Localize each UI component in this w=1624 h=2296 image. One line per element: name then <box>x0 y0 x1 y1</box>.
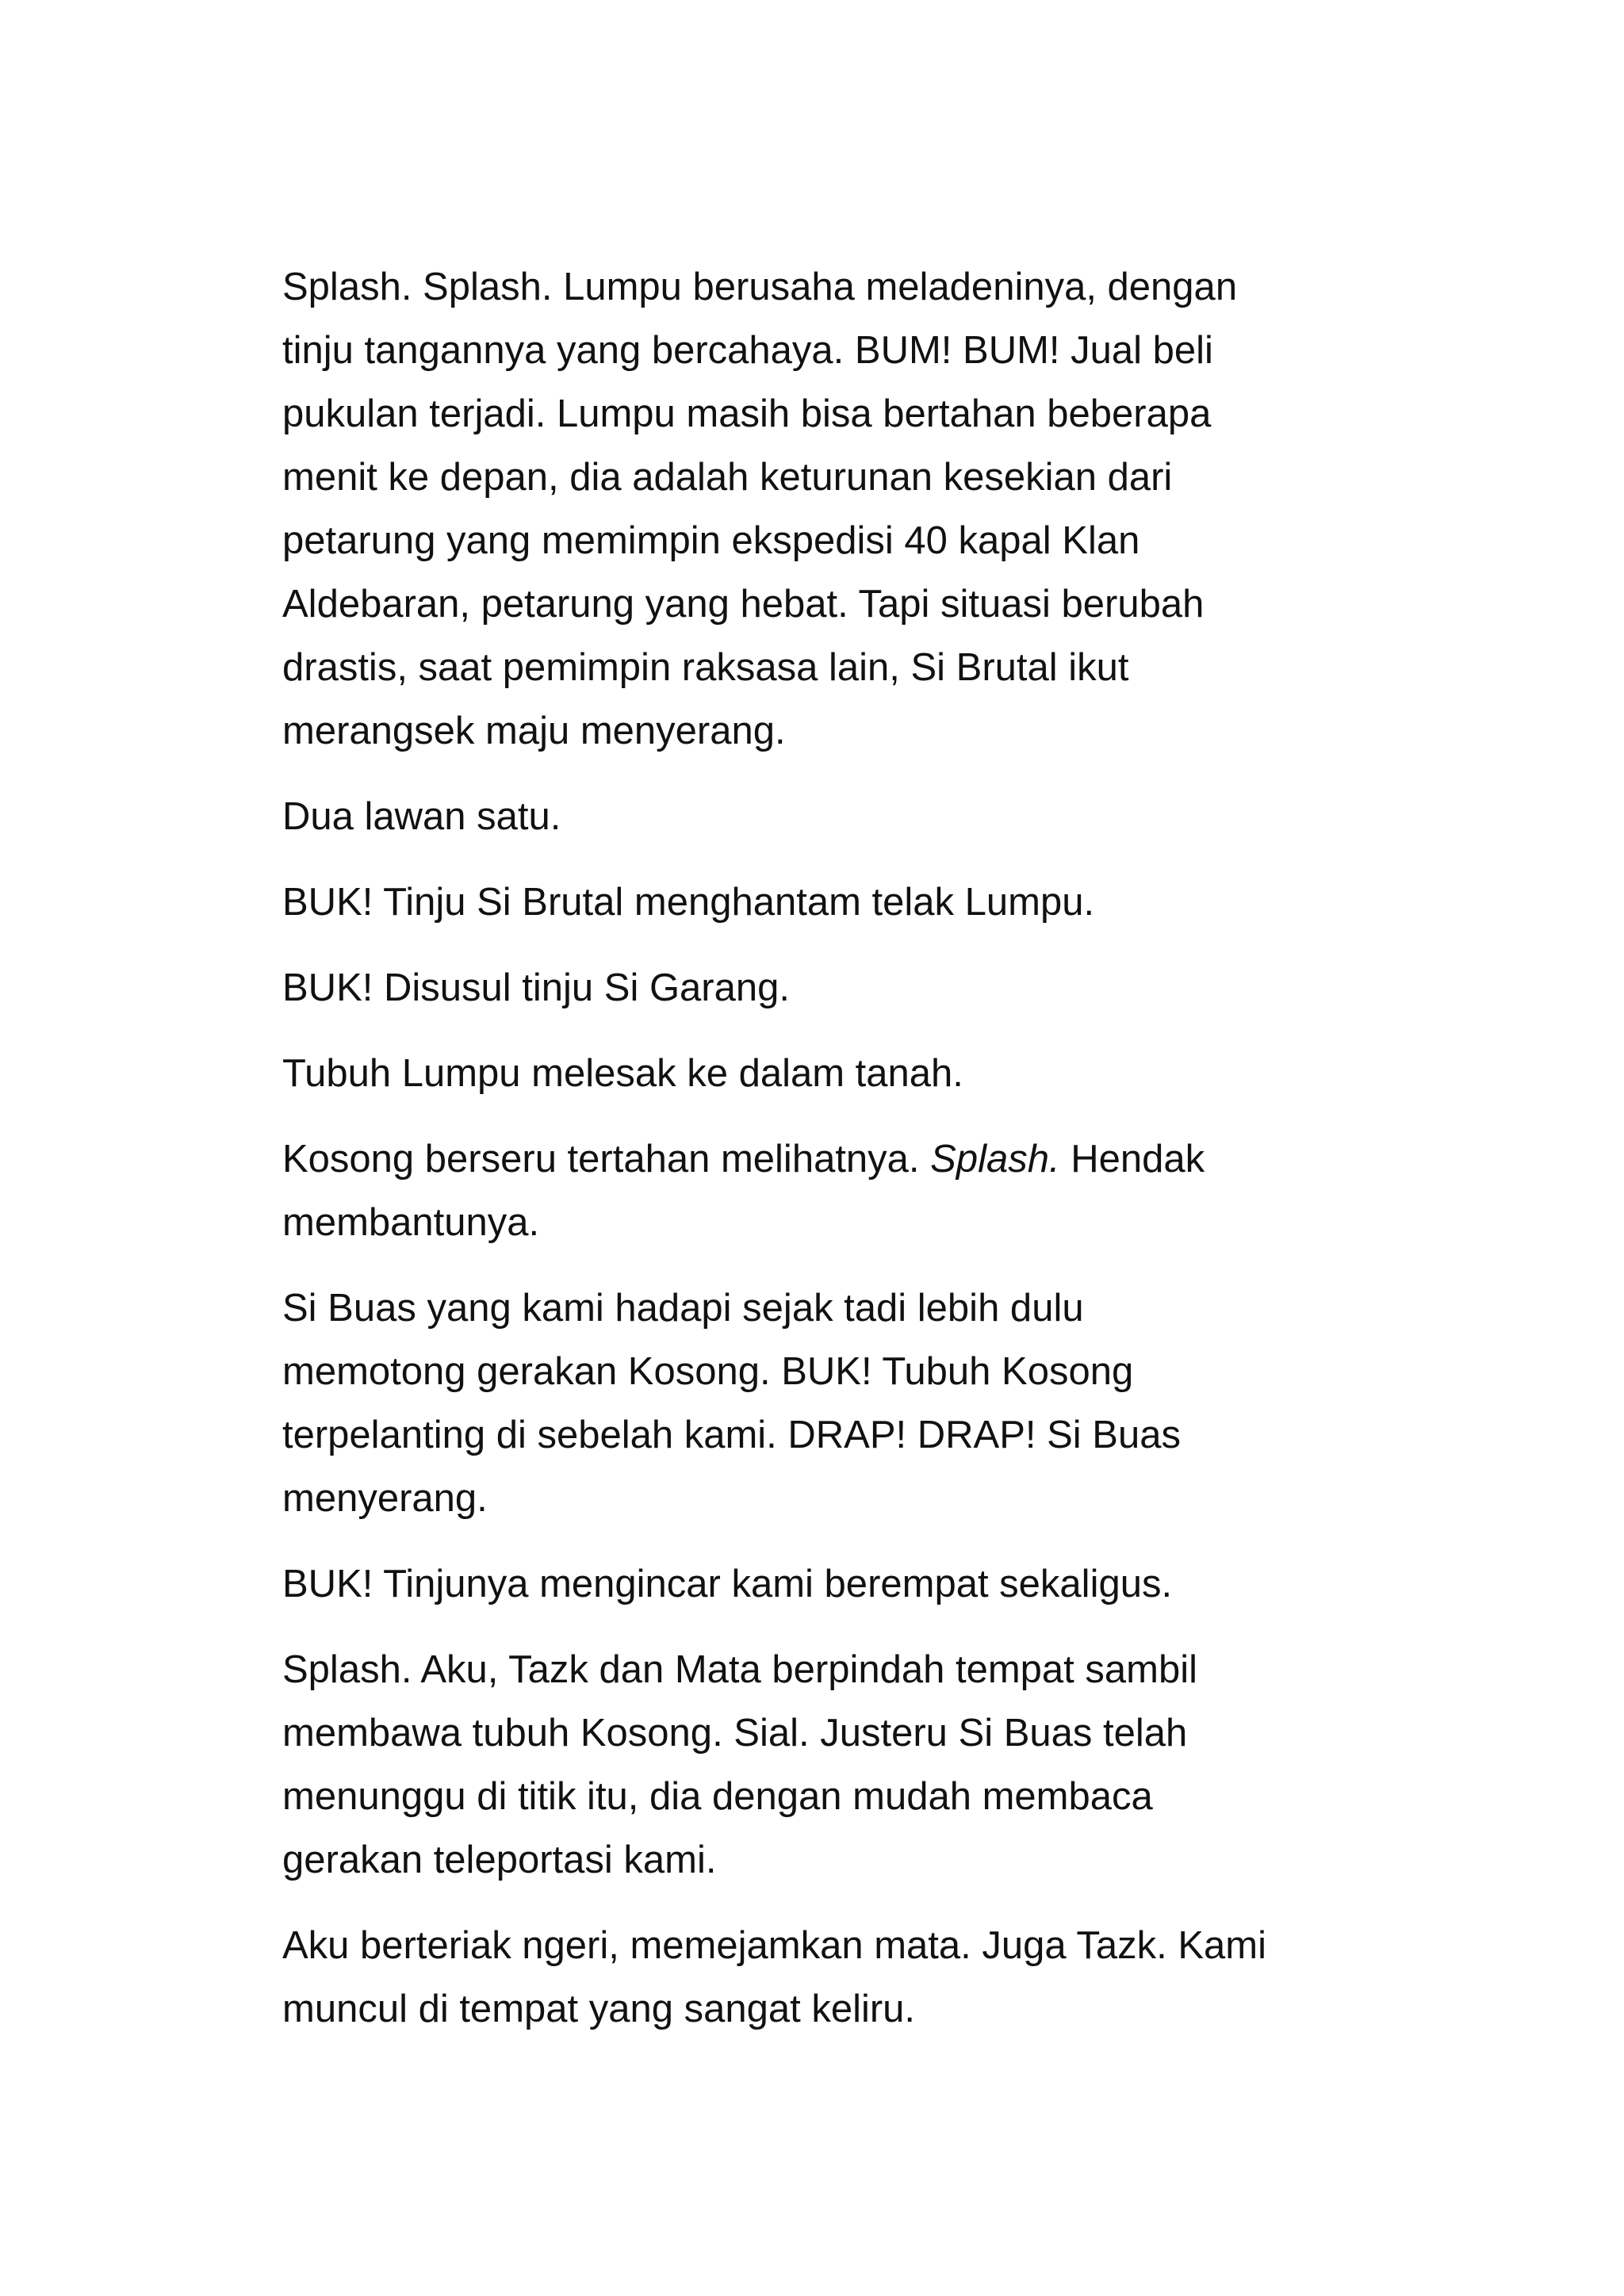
text-line: Tubuh Lumpu melesak ke dalam tanah. <box>282 1052 963 1095</box>
body-text <box>282 255 1408 2063</box>
text-line: merangsek maju menyerang. <box>282 710 786 752</box>
paragraph <box>282 785 1408 848</box>
text-line: terpelanting di sebelah kami. DRAP! DRAP! Si Buas <box>282 1414 1181 1456</box>
text-line: Splash. Splash. Lumpu berusaha meladeninya, dengan <box>282 266 1238 308</box>
text-line: menyerang. <box>282 1477 488 1520</box>
text-line: membantunya. <box>282 1201 540 1244</box>
text-line: petarung yang memimpin ekspedisi 40 kapal Klan <box>282 519 1140 562</box>
paragraph <box>282 1042 1408 1105</box>
text-line: Dua lawan satu. <box>282 795 561 838</box>
italic-text: Splash. <box>930 1138 1060 1181</box>
paragraph <box>282 1276 1408 1530</box>
text-line: gerakan teleportasi kami. <box>282 1839 717 1881</box>
text-line: Aldebaran, petarung yang hebat. Tapi situasi berubah <box>282 583 1205 626</box>
text-line <box>282 1127 1408 1191</box>
text-line: menunggu di titik itu, dia dengan mudah membaca <box>282 1775 1153 1818</box>
text-line: Aku berteriak ngeri, memejamkan mata. Juga Tazk. Kami <box>282 1924 1266 1967</box>
paragraph <box>282 1552 1408 1616</box>
paragraph <box>282 255 1408 763</box>
text-line: Si Buas yang kami hadapi sejak tadi lebih dulu <box>282 1287 1084 1330</box>
paragraph <box>282 956 1408 1020</box>
paragraph <box>282 1914 1408 2041</box>
text-line: BUK! Disusul tinju Si Garang. <box>282 966 790 1009</box>
text-line: memotong gerakan Kosong. BUK! Tubuh Kosong <box>282 1350 1134 1393</box>
text-line: menit ke depan, dia adalah keturunan kesekian dari <box>282 456 1173 499</box>
text-line: tinju tangannya yang bercahaya. BUM! BUM! Jual beli <box>282 329 1213 372</box>
text-line: BUK! Tinjunya mengincar kami berempat sekaligus. <box>282 1563 1173 1605</box>
paragraph <box>282 1127 1408 1254</box>
text-line: Splash. Aku, Tazk dan Mata berpindah tempat sambil <box>282 1648 1197 1691</box>
text-line: membawa tubuh Kosong. Sial. Justeru Si Buas telah <box>282 1712 1188 1755</box>
text-line: pukulan terjadi. Lumpu masih bisa bertahan beberapa <box>282 392 1212 435</box>
text-line: BUK! Tinju Si Brutal menghantam telak Lumpu. <box>282 881 1095 924</box>
text-line: drastis, saat pemimpin raksasa lain, Si Brutal ikut <box>282 646 1129 689</box>
paragraph <box>282 871 1408 934</box>
text-run: Hendak <box>1059 1138 1205 1181</box>
text-run: Kosong berseru tertahan melihatnya. <box>282 1138 931 1181</box>
paragraph <box>282 1638 1408 1892</box>
text-line: muncul di tempat yang sangat keliru. <box>282 1988 916 2030</box>
